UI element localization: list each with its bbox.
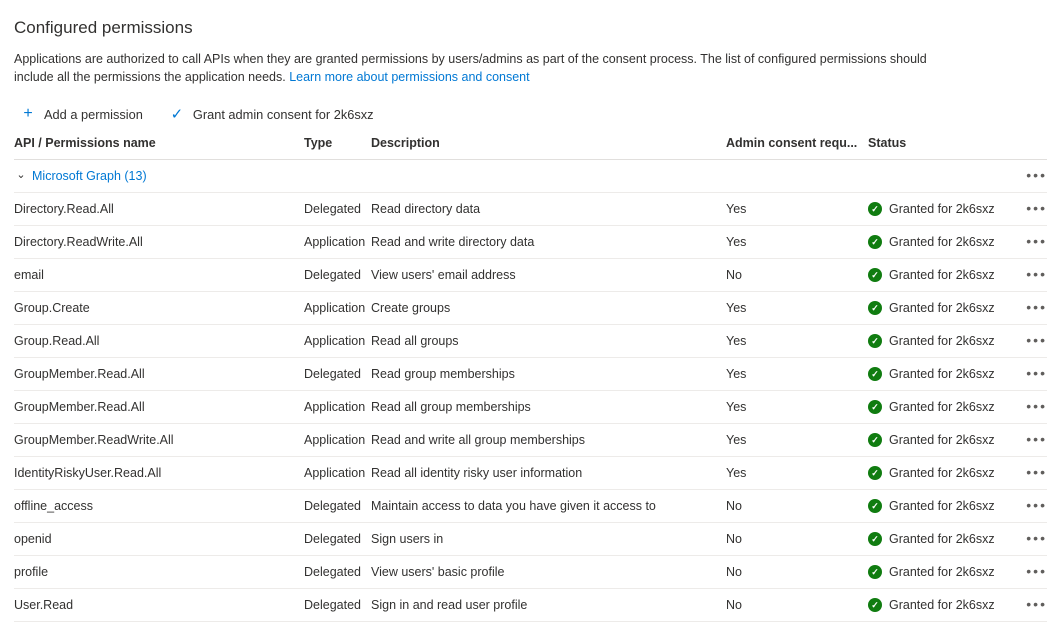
permission-status-cell [868,490,1016,523]
table-row [14,457,1047,490]
permission-type: Delegated [304,589,371,622]
status-badge: Granted for 2k6sxz [889,499,995,513]
column-header-menu [1016,126,1047,160]
permission-type: Application [304,424,371,457]
api-group-link[interactable]: Microsoft Graph (13) [32,169,147,183]
permission-description: Read all groups [371,325,726,358]
more-options-icon[interactable]: ••• [1026,596,1047,612]
permission-type: Delegated [304,193,371,226]
permission-name-link[interactable]: email [14,259,304,292]
status-badge: Granted for 2k6sxz [889,268,995,282]
permission-description: View users' email address [371,259,726,292]
api-group-row [14,160,1047,193]
table-row [14,556,1047,589]
more-options-icon[interactable]: ••• [1026,365,1047,381]
permission-description: Read group memberships [371,358,726,391]
permission-description: Read all group memberships [371,391,726,424]
row-menu-cell [1016,556,1047,589]
permission-name-link[interactable]: GroupMember.Read.All [14,358,304,391]
row-menu-cell [1016,325,1047,358]
permission-status-cell [868,424,1016,457]
check-circle-icon: ✓ [868,235,882,249]
plus-icon: + [23,105,33,122]
permission-type: Application [304,391,371,424]
checkmark-icon: ✓ [170,105,184,123]
row-menu-cell [1016,259,1047,292]
more-options-icon[interactable]: ••• [1026,530,1047,546]
table-row [14,292,1047,325]
permission-type: Delegated [304,259,371,292]
table-row [14,424,1047,457]
permissions-table [14,126,1047,622]
more-options-icon[interactable]: ••• [1026,431,1047,447]
status-badge: Granted for 2k6sxz [889,598,995,612]
table-row [14,226,1047,259]
check-circle-icon: ✓ [868,334,882,348]
status-badge: Granted for 2k6sxz [889,532,995,546]
more-options-icon[interactable]: ••• [1026,266,1047,282]
check-circle-icon: ✓ [868,268,882,282]
permission-description: Read and write all group memberships [371,424,726,457]
column-header-status: Status [868,126,1016,160]
row-menu-cell [1016,391,1047,424]
permission-description: Maintain access to data you have given it access to [371,490,726,523]
status-badge: Granted for 2k6sxz [889,235,995,249]
permission-status-cell [868,358,1016,391]
more-options-icon[interactable]: ••• [1026,233,1047,249]
permission-admin-consent: No [726,556,868,589]
status-badge: Granted for 2k6sxz [889,334,995,348]
permission-admin-consent: Yes [726,391,868,424]
table-row [14,391,1047,424]
check-circle-icon: ✓ [868,499,882,513]
permission-name-link[interactable]: GroupMember.ReadWrite.All [14,424,304,457]
page-title: Configured permissions [14,18,193,37]
permission-admin-consent: No [726,589,868,622]
check-circle-icon: ✓ [868,301,882,315]
permission-description: Read directory data [371,193,726,226]
permission-status-cell [868,292,1016,325]
column-header-type: Type [304,126,371,160]
table-row [14,358,1047,391]
check-circle-icon: ✓ [868,367,882,381]
check-circle-icon: ✓ [868,400,882,414]
add-permission-label: Add a permission [44,106,143,122]
permission-admin-consent: Yes [726,424,868,457]
description-text: Applications are authorized to call APIs when they are granted permissions by users/admins as part of the consent process. The list of configured permissions should include all the permissions the application needs. [14,52,927,84]
add-permission-button[interactable] [18,100,145,128]
permission-status-cell [868,457,1016,490]
api-group-cell [14,160,1016,193]
permission-status-cell [868,391,1016,424]
permission-description: Read and write directory data [371,226,726,259]
status-badge: Granted for 2k6sxz [889,202,995,216]
permission-name-link[interactable]: IdentityRiskyUser.Read.All [14,457,304,490]
permission-admin-consent: Yes [726,325,868,358]
grant-admin-consent-button[interactable] [167,100,376,128]
permission-status-cell [868,259,1016,292]
status-badge: Granted for 2k6sxz [889,433,995,447]
permission-type: Delegated [304,523,371,556]
permission-admin-consent: Yes [726,292,868,325]
permission-admin-consent: Yes [726,457,868,490]
permission-type: Application [304,226,371,259]
more-options-icon[interactable]: ••• [1026,299,1047,315]
permission-type: Application [304,325,371,358]
more-options-icon[interactable]: ••• [1026,200,1047,216]
permission-status-cell [868,589,1016,622]
permission-admin-consent: No [726,490,868,523]
check-circle-icon: ✓ [868,466,882,480]
permission-type: Application [304,292,371,325]
permission-description: Read all identity risky user information [371,457,726,490]
chevron-down-icon[interactable]: ⌄ [16,169,26,181]
check-circle-icon: ✓ [868,598,882,612]
table-body [14,160,1047,622]
permission-status-cell [868,193,1016,226]
permission-description: Create groups [371,292,726,325]
table-header-row [14,126,1047,160]
permission-name-link[interactable]: Directory.Read.All [14,193,304,226]
row-menu-cell [1016,589,1047,622]
permission-type: Application [304,457,371,490]
row-menu-cell [1016,490,1047,523]
page-description [0,40,1010,86]
api-group-menu-cell [1016,160,1047,193]
permission-description: Sign in and read user profile [371,589,726,622]
permission-admin-consent: Yes [726,358,868,391]
status-badge: Granted for 2k6sxz [889,565,995,579]
permission-description: View users' basic profile [371,556,726,589]
permission-type: Delegated [304,556,371,589]
permission-name-link[interactable]: User.Read [14,589,304,622]
permission-status-cell [868,226,1016,259]
table-row [14,259,1047,292]
table-row [14,325,1047,358]
status-badge: Granted for 2k6sxz [889,301,995,315]
more-options-icon[interactable]: ••• [1026,464,1047,480]
column-header-name: API / Permissions name [14,126,304,160]
status-badge: Granted for 2k6sxz [889,466,995,480]
permission-name-link[interactable]: profile [14,556,304,589]
check-circle-icon: ✓ [868,565,882,579]
row-menu-cell [1016,424,1047,457]
table-row [14,193,1047,226]
permission-status-cell [868,325,1016,358]
status-badge: Granted for 2k6sxz [889,400,995,414]
row-menu-cell [1016,193,1047,226]
permission-admin-consent: No [726,523,868,556]
permission-name-link[interactable]: GroupMember.Read.All [14,391,304,424]
more-options-icon[interactable]: ••• [1026,167,1047,183]
grant-admin-consent-label: Grant admin consent for 2k6sxz [192,106,374,122]
column-header-admin-consent: Admin consent requ... [726,126,868,160]
permission-description: Sign users in [371,523,726,556]
column-header-description: Description [371,126,726,160]
table-header [14,126,1047,160]
permission-status-cell [868,523,1016,556]
learn-more-link[interactable]: Learn more about permissions and consent [289,70,530,84]
permission-type: Delegated [304,490,371,523]
row-menu-cell [1016,457,1047,490]
table-row [14,490,1047,523]
permission-name-link[interactable]: Group.Create [14,292,304,325]
row-menu-cell [1016,358,1047,391]
more-options-icon[interactable]: ••• [1026,332,1047,348]
permission-type: Delegated [304,358,371,391]
check-circle-icon: ✓ [868,202,882,216]
permission-admin-consent: Yes [726,193,868,226]
permission-admin-consent: No [726,259,868,292]
more-options-icon[interactable]: ••• [1026,563,1047,579]
permission-name-link[interactable]: openid [14,523,304,556]
check-circle-icon: ✓ [868,433,882,447]
table-row [14,589,1047,622]
row-menu-cell [1016,292,1047,325]
permission-name-link[interactable]: Directory.ReadWrite.All [14,226,304,259]
more-options-icon[interactable]: ••• [1026,398,1047,414]
check-circle-icon: ✓ [868,532,882,546]
permission-name-link[interactable]: offline_access [14,490,304,523]
permission-admin-consent: Yes [726,226,868,259]
permission-status-cell [868,556,1016,589]
table-row [14,523,1047,556]
command-bar [0,86,1057,126]
status-badge: Granted for 2k6sxz [889,367,995,381]
more-options-icon[interactable]: ••• [1026,497,1047,513]
row-menu-cell [1016,523,1047,556]
permission-name-link[interactable]: Group.Read.All [14,325,304,358]
row-menu-cell [1016,226,1047,259]
